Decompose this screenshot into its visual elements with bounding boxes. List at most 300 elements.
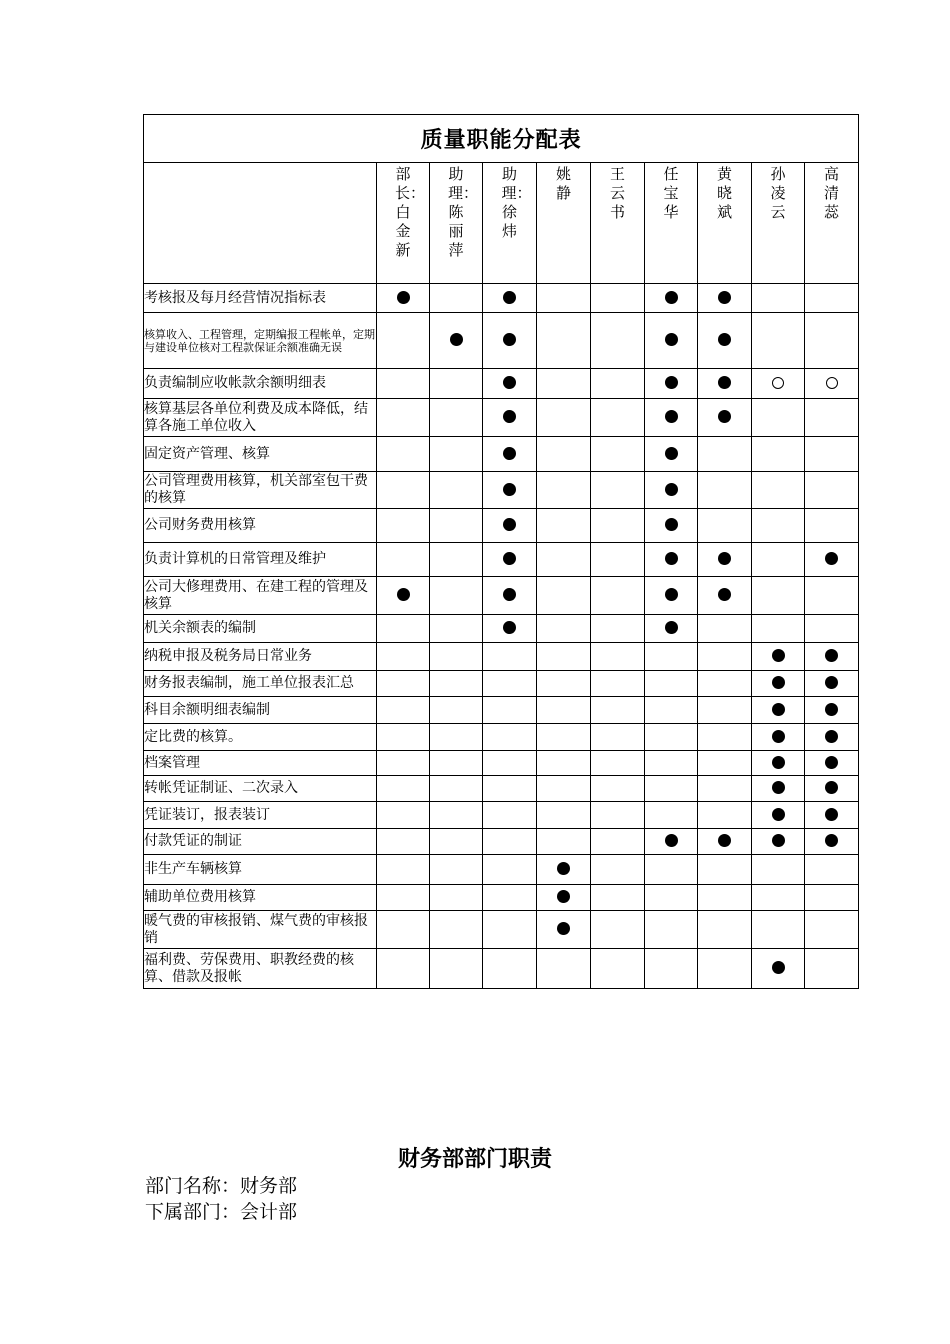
- mark-cell: [483, 284, 537, 313]
- dept-name-line: 部门名称：财务部: [145, 1175, 298, 1197]
- mark-cell: [645, 615, 698, 643]
- mark-cell: [377, 509, 430, 543]
- mark-cell: [483, 509, 537, 543]
- mark-cell: [645, 776, 698, 802]
- filled-dot-icon: [718, 552, 731, 565]
- mark-cell: [430, 829, 483, 855]
- mark-cell: [591, 543, 645, 577]
- mark-cell: [645, 751, 698, 776]
- task-cell: 付款凭证的制证: [144, 829, 377, 855]
- mark-cell: [591, 509, 645, 543]
- filled-dot-icon: [718, 410, 731, 423]
- filled-dot-icon: [718, 376, 731, 389]
- column-header-label: 任宝华: [663, 165, 679, 221]
- table-row: [144, 697, 859, 724]
- mark-cell: [483, 437, 537, 472]
- column-header: [430, 163, 483, 284]
- mark-cell: [752, 751, 805, 776]
- sub-dept-line: 下属部门：会计部: [145, 1201, 298, 1223]
- mark-cell: [805, 369, 859, 399]
- mark-cell: [483, 949, 537, 989]
- filled-dot-icon: [665, 376, 678, 389]
- table-row: [144, 724, 859, 751]
- hollow-circle-icon: [826, 377, 838, 389]
- filled-dot-icon: [772, 756, 785, 769]
- mark-cell: [377, 949, 430, 989]
- mark-cell: [430, 855, 483, 885]
- mark-cell: [591, 313, 645, 369]
- mark-cell: [591, 284, 645, 313]
- mark-cell: [645, 724, 698, 751]
- filled-dot-icon: [665, 483, 678, 496]
- mark-cell: [645, 643, 698, 671]
- mark-cell: [805, 855, 859, 885]
- mark-cell: [377, 802, 430, 829]
- column-header: [591, 163, 645, 284]
- task-cell: 机关余额表的编制: [144, 615, 377, 643]
- filled-dot-icon: [825, 703, 838, 716]
- mark-cell: [805, 543, 859, 577]
- table-row: [144, 615, 859, 643]
- filled-dot-icon: [718, 291, 731, 304]
- mark-cell: [537, 776, 591, 802]
- table-row: [144, 399, 859, 437]
- mark-cell: [537, 885, 591, 911]
- mark-cell: [430, 724, 483, 751]
- task-cell: 定比费的核算。: [144, 724, 377, 751]
- mark-cell: [591, 776, 645, 802]
- mark-cell: [377, 885, 430, 911]
- mark-cell: [430, 751, 483, 776]
- filled-dot-icon: [772, 834, 785, 847]
- mark-cell: [483, 802, 537, 829]
- mark-cell: [805, 751, 859, 776]
- mark-cell: [430, 437, 483, 472]
- mark-cell: [752, 911, 805, 949]
- column-header: [805, 163, 859, 284]
- filled-dot-icon: [772, 781, 785, 794]
- mark-cell: [377, 577, 430, 615]
- hollow-circle-icon: [772, 377, 784, 389]
- mark-cell: [805, 829, 859, 855]
- mark-cell: [430, 284, 483, 313]
- mark-cell: [805, 615, 859, 643]
- filled-dot-icon: [718, 333, 731, 346]
- mark-cell: [483, 577, 537, 615]
- column-header-label: 孙凌云: [770, 165, 786, 221]
- mark-cell: [537, 911, 591, 949]
- mark-cell: [698, 369, 752, 399]
- task-cell: 凭证装订，报表装订: [144, 802, 377, 829]
- mark-cell: [377, 697, 430, 724]
- header-row: [144, 163, 859, 284]
- table-row: [144, 577, 859, 615]
- filled-dot-icon: [397, 291, 410, 304]
- filled-dot-icon: [825, 649, 838, 662]
- mark-cell: [430, 615, 483, 643]
- column-header: [537, 163, 591, 284]
- task-cell: 转帐凭证制证、二次录入: [144, 776, 377, 802]
- filled-dot-icon: [557, 890, 570, 903]
- table-row: [144, 855, 859, 885]
- filled-dot-icon: [665, 291, 678, 304]
- mark-cell: [377, 369, 430, 399]
- filled-dot-icon: [557, 862, 570, 875]
- table-row: [144, 284, 859, 313]
- mark-cell: [430, 911, 483, 949]
- mark-cell: [752, 697, 805, 724]
- task-cell: 核算基层各单位利费及成本降低，结算各施工单位收入: [144, 399, 377, 437]
- mark-cell: [698, 802, 752, 829]
- mark-cell: [591, 369, 645, 399]
- mark-cell: [537, 284, 591, 313]
- filled-dot-icon: [450, 333, 463, 346]
- filled-dot-icon: [503, 483, 516, 496]
- mark-cell: [537, 615, 591, 643]
- mark-cell: [483, 313, 537, 369]
- mark-cell: [591, 829, 645, 855]
- mark-cell: [377, 399, 430, 437]
- mark-cell: [645, 399, 698, 437]
- mark-cell: [645, 543, 698, 577]
- mark-cell: [430, 776, 483, 802]
- mark-cell: [645, 885, 698, 911]
- mark-cell: [483, 543, 537, 577]
- filled-dot-icon: [665, 552, 678, 565]
- mark-cell: [698, 577, 752, 615]
- mark-cell: [698, 885, 752, 911]
- mark-cell: [483, 724, 537, 751]
- mark-cell: [537, 802, 591, 829]
- mark-cell: [645, 313, 698, 369]
- table-row: [144, 543, 859, 577]
- task-cell: 科目余额明细表编制: [144, 697, 377, 724]
- task-cell: 公司管理费用核算，机关部室包干费的核算: [144, 472, 377, 509]
- filled-dot-icon: [665, 410, 678, 423]
- filled-dot-icon: [503, 333, 516, 346]
- mark-cell: [537, 751, 591, 776]
- mark-cell: [805, 802, 859, 829]
- task-cell: 非生产车辆核算: [144, 855, 377, 885]
- mark-cell: [430, 399, 483, 437]
- mark-cell: [483, 615, 537, 643]
- mark-cell: [430, 802, 483, 829]
- table-row: [144, 437, 859, 472]
- task-cell: 档案管理: [144, 751, 377, 776]
- filled-dot-icon: [772, 703, 785, 716]
- mark-cell: [591, 802, 645, 829]
- mark-cell: [645, 802, 698, 829]
- mark-cell: [591, 724, 645, 751]
- mark-cell: [591, 949, 645, 989]
- mark-cell: [483, 643, 537, 671]
- mark-cell: [483, 855, 537, 885]
- column-header-label: 黄晓斌: [716, 165, 732, 221]
- mark-cell: [805, 949, 859, 989]
- mark-cell: [377, 615, 430, 643]
- mark-cell: [591, 437, 645, 472]
- mark-cell: [752, 643, 805, 671]
- task-cell: 公司大修理费用、在建工程的管理及核算: [144, 577, 377, 615]
- table-row: [144, 802, 859, 829]
- mark-cell: [805, 509, 859, 543]
- mark-cell: [645, 949, 698, 989]
- filled-dot-icon: [665, 588, 678, 601]
- mark-cell: [752, 369, 805, 399]
- filled-dot-icon: [825, 781, 838, 794]
- mark-cell: [483, 776, 537, 802]
- mark-cell: [645, 855, 698, 885]
- column-header: [483, 163, 537, 284]
- mark-cell: [805, 284, 859, 313]
- mark-cell: [805, 724, 859, 751]
- mark-cell: [537, 509, 591, 543]
- mark-cell: [483, 369, 537, 399]
- mark-cell: [805, 437, 859, 472]
- filled-dot-icon: [503, 621, 516, 634]
- filled-dot-icon: [825, 730, 838, 743]
- mark-cell: [483, 911, 537, 949]
- column-header: [752, 163, 805, 284]
- filled-dot-icon: [718, 588, 731, 601]
- mark-cell: [752, 472, 805, 509]
- filled-dot-icon: [772, 649, 785, 662]
- mark-cell: [430, 577, 483, 615]
- mark-cell: [591, 472, 645, 509]
- mark-cell: [752, 577, 805, 615]
- table-title: 质量职能分配表: [144, 115, 859, 163]
- mark-cell: [752, 855, 805, 885]
- filled-dot-icon: [503, 291, 516, 304]
- mark-cell: [537, 697, 591, 724]
- filled-dot-icon: [825, 552, 838, 565]
- mark-cell: [645, 284, 698, 313]
- mark-cell: [377, 724, 430, 751]
- mark-cell: [698, 724, 752, 751]
- mark-cell: [698, 829, 752, 855]
- task-cell: 考核报及每月经营情况指标表: [144, 284, 377, 313]
- mark-cell: [698, 472, 752, 509]
- mark-cell: [752, 802, 805, 829]
- table-row: [144, 643, 859, 671]
- mark-cell: [377, 472, 430, 509]
- mark-cell: [698, 776, 752, 802]
- filled-dot-icon: [772, 961, 785, 974]
- mark-cell: [537, 369, 591, 399]
- mark-cell: [698, 543, 752, 577]
- mark-cell: [805, 577, 859, 615]
- section-title: 财务部部门职责: [397, 1146, 552, 1172]
- mark-cell: [752, 671, 805, 697]
- mark-cell: [377, 911, 430, 949]
- mark-cell: [645, 472, 698, 509]
- column-header-label: 部长：白金新: [395, 165, 426, 259]
- mark-cell: [537, 577, 591, 615]
- mark-cell: [537, 437, 591, 472]
- mark-cell: [698, 697, 752, 724]
- filled-dot-icon: [772, 808, 785, 821]
- filled-dot-icon: [772, 676, 785, 689]
- mark-cell: [805, 472, 859, 509]
- quality-function-table: [143, 114, 859, 989]
- filled-dot-icon: [503, 552, 516, 565]
- filled-dot-icon: [665, 518, 678, 531]
- table-row: [144, 885, 859, 911]
- task-cell: 暖气费的审核报销、煤气费的审核报销: [144, 911, 377, 949]
- mark-cell: [537, 399, 591, 437]
- mark-cell: [537, 724, 591, 751]
- mark-cell: [645, 911, 698, 949]
- mark-cell: [430, 885, 483, 911]
- mark-cell: [645, 509, 698, 543]
- column-header: [698, 163, 752, 284]
- mark-cell: [752, 543, 805, 577]
- column-header-label: 助理：徐炜: [501, 165, 532, 240]
- filled-dot-icon: [503, 518, 516, 531]
- mark-cell: [752, 724, 805, 751]
- mark-cell: [483, 399, 537, 437]
- filled-dot-icon: [825, 834, 838, 847]
- mark-cell: [698, 284, 752, 313]
- mark-cell: [752, 776, 805, 802]
- task-cell: 辅助单位费用核算: [144, 885, 377, 911]
- mark-cell: [430, 509, 483, 543]
- mark-cell: [591, 855, 645, 885]
- mark-cell: [377, 671, 430, 697]
- task-cell: 固定资产管理、核算: [144, 437, 377, 472]
- mark-cell: [645, 671, 698, 697]
- mark-cell: [377, 643, 430, 671]
- mark-cell: [752, 284, 805, 313]
- filled-dot-icon: [825, 676, 838, 689]
- mark-cell: [591, 885, 645, 911]
- column-header: [377, 163, 430, 284]
- column-header-label: 王云书: [609, 165, 625, 221]
- mark-cell: [483, 697, 537, 724]
- mark-cell: [591, 911, 645, 949]
- task-cell: 纳税申报及税务局日常业务: [144, 643, 377, 671]
- mark-cell: [430, 671, 483, 697]
- mark-cell: [805, 697, 859, 724]
- mark-cell: [805, 313, 859, 369]
- mark-cell: [752, 949, 805, 989]
- filled-dot-icon: [825, 756, 838, 769]
- mark-cell: [483, 751, 537, 776]
- filled-dot-icon: [718, 834, 731, 847]
- mark-cell: [752, 885, 805, 911]
- mark-cell: [698, 643, 752, 671]
- mark-cell: [805, 911, 859, 949]
- mark-cell: [377, 437, 430, 472]
- mark-cell: [591, 615, 645, 643]
- mark-cell: [752, 509, 805, 543]
- mark-cell: [537, 543, 591, 577]
- table-row: [144, 472, 859, 509]
- mark-cell: [483, 671, 537, 697]
- mark-cell: [698, 437, 752, 472]
- mark-cell: [698, 911, 752, 949]
- mark-cell: [752, 437, 805, 472]
- task-cell: 核算收入、工程管理，定期编报工程帐单，定期与建设单位核对工程款保证余额准确无误: [144, 313, 377, 369]
- mark-cell: [377, 855, 430, 885]
- mark-cell: [805, 671, 859, 697]
- mark-cell: [805, 776, 859, 802]
- mark-cell: [377, 284, 430, 313]
- mark-cell: [698, 949, 752, 989]
- mark-cell: [752, 829, 805, 855]
- mark-cell: [645, 577, 698, 615]
- mark-cell: [698, 751, 752, 776]
- column-header-label: 高清蕊: [824, 165, 840, 221]
- filled-dot-icon: [503, 376, 516, 389]
- table-row: [144, 776, 859, 802]
- mark-cell: [537, 829, 591, 855]
- mark-cell: [483, 472, 537, 509]
- mark-cell: [483, 885, 537, 911]
- filled-dot-icon: [825, 808, 838, 821]
- mark-cell: [591, 643, 645, 671]
- mark-cell: [483, 829, 537, 855]
- mark-cell: [698, 671, 752, 697]
- mark-cell: [430, 313, 483, 369]
- mark-cell: [698, 615, 752, 643]
- mark-cell: [430, 472, 483, 509]
- column-header: [645, 163, 698, 284]
- header-blank-cell: [144, 163, 377, 284]
- filled-dot-icon: [665, 621, 678, 634]
- table-row: [144, 829, 859, 855]
- filled-dot-icon: [772, 730, 785, 743]
- task-cell: 负责编制应收帐款余额明细表: [144, 369, 377, 399]
- mark-cell: [537, 472, 591, 509]
- mark-cell: [377, 829, 430, 855]
- table-row: [144, 911, 859, 949]
- task-cell: 财务报表编制，施工单位报表汇总: [144, 671, 377, 697]
- filled-dot-icon: [397, 588, 410, 601]
- task-cell: 公司财务费用核算: [144, 509, 377, 543]
- filled-dot-icon: [503, 410, 516, 423]
- mark-cell: [377, 751, 430, 776]
- mark-cell: [752, 399, 805, 437]
- task-cell: 福利费、劳保费用、职教经费的核算、借款及报帐: [144, 949, 377, 989]
- mark-cell: [698, 313, 752, 369]
- mark-cell: [591, 751, 645, 776]
- mark-cell: [752, 615, 805, 643]
- table-row: [144, 369, 859, 399]
- mark-cell: [377, 776, 430, 802]
- mark-cell: [698, 509, 752, 543]
- mark-cell: [645, 697, 698, 724]
- mark-cell: [698, 399, 752, 437]
- mark-cell: [430, 369, 483, 399]
- mark-cell: [752, 313, 805, 369]
- filled-dot-icon: [557, 922, 570, 935]
- mark-cell: [645, 437, 698, 472]
- mark-cell: [430, 697, 483, 724]
- mark-cell: [430, 643, 483, 671]
- mark-cell: [377, 543, 430, 577]
- mark-cell: [430, 543, 483, 577]
- mark-cell: [591, 399, 645, 437]
- mark-cell: [805, 399, 859, 437]
- filled-dot-icon: [665, 834, 678, 847]
- column-header-label: 姚静: [555, 165, 571, 202]
- mark-cell: [805, 643, 859, 671]
- mark-cell: [645, 369, 698, 399]
- filled-dot-icon: [503, 447, 516, 460]
- table-row: [144, 751, 859, 776]
- filled-dot-icon: [665, 447, 678, 460]
